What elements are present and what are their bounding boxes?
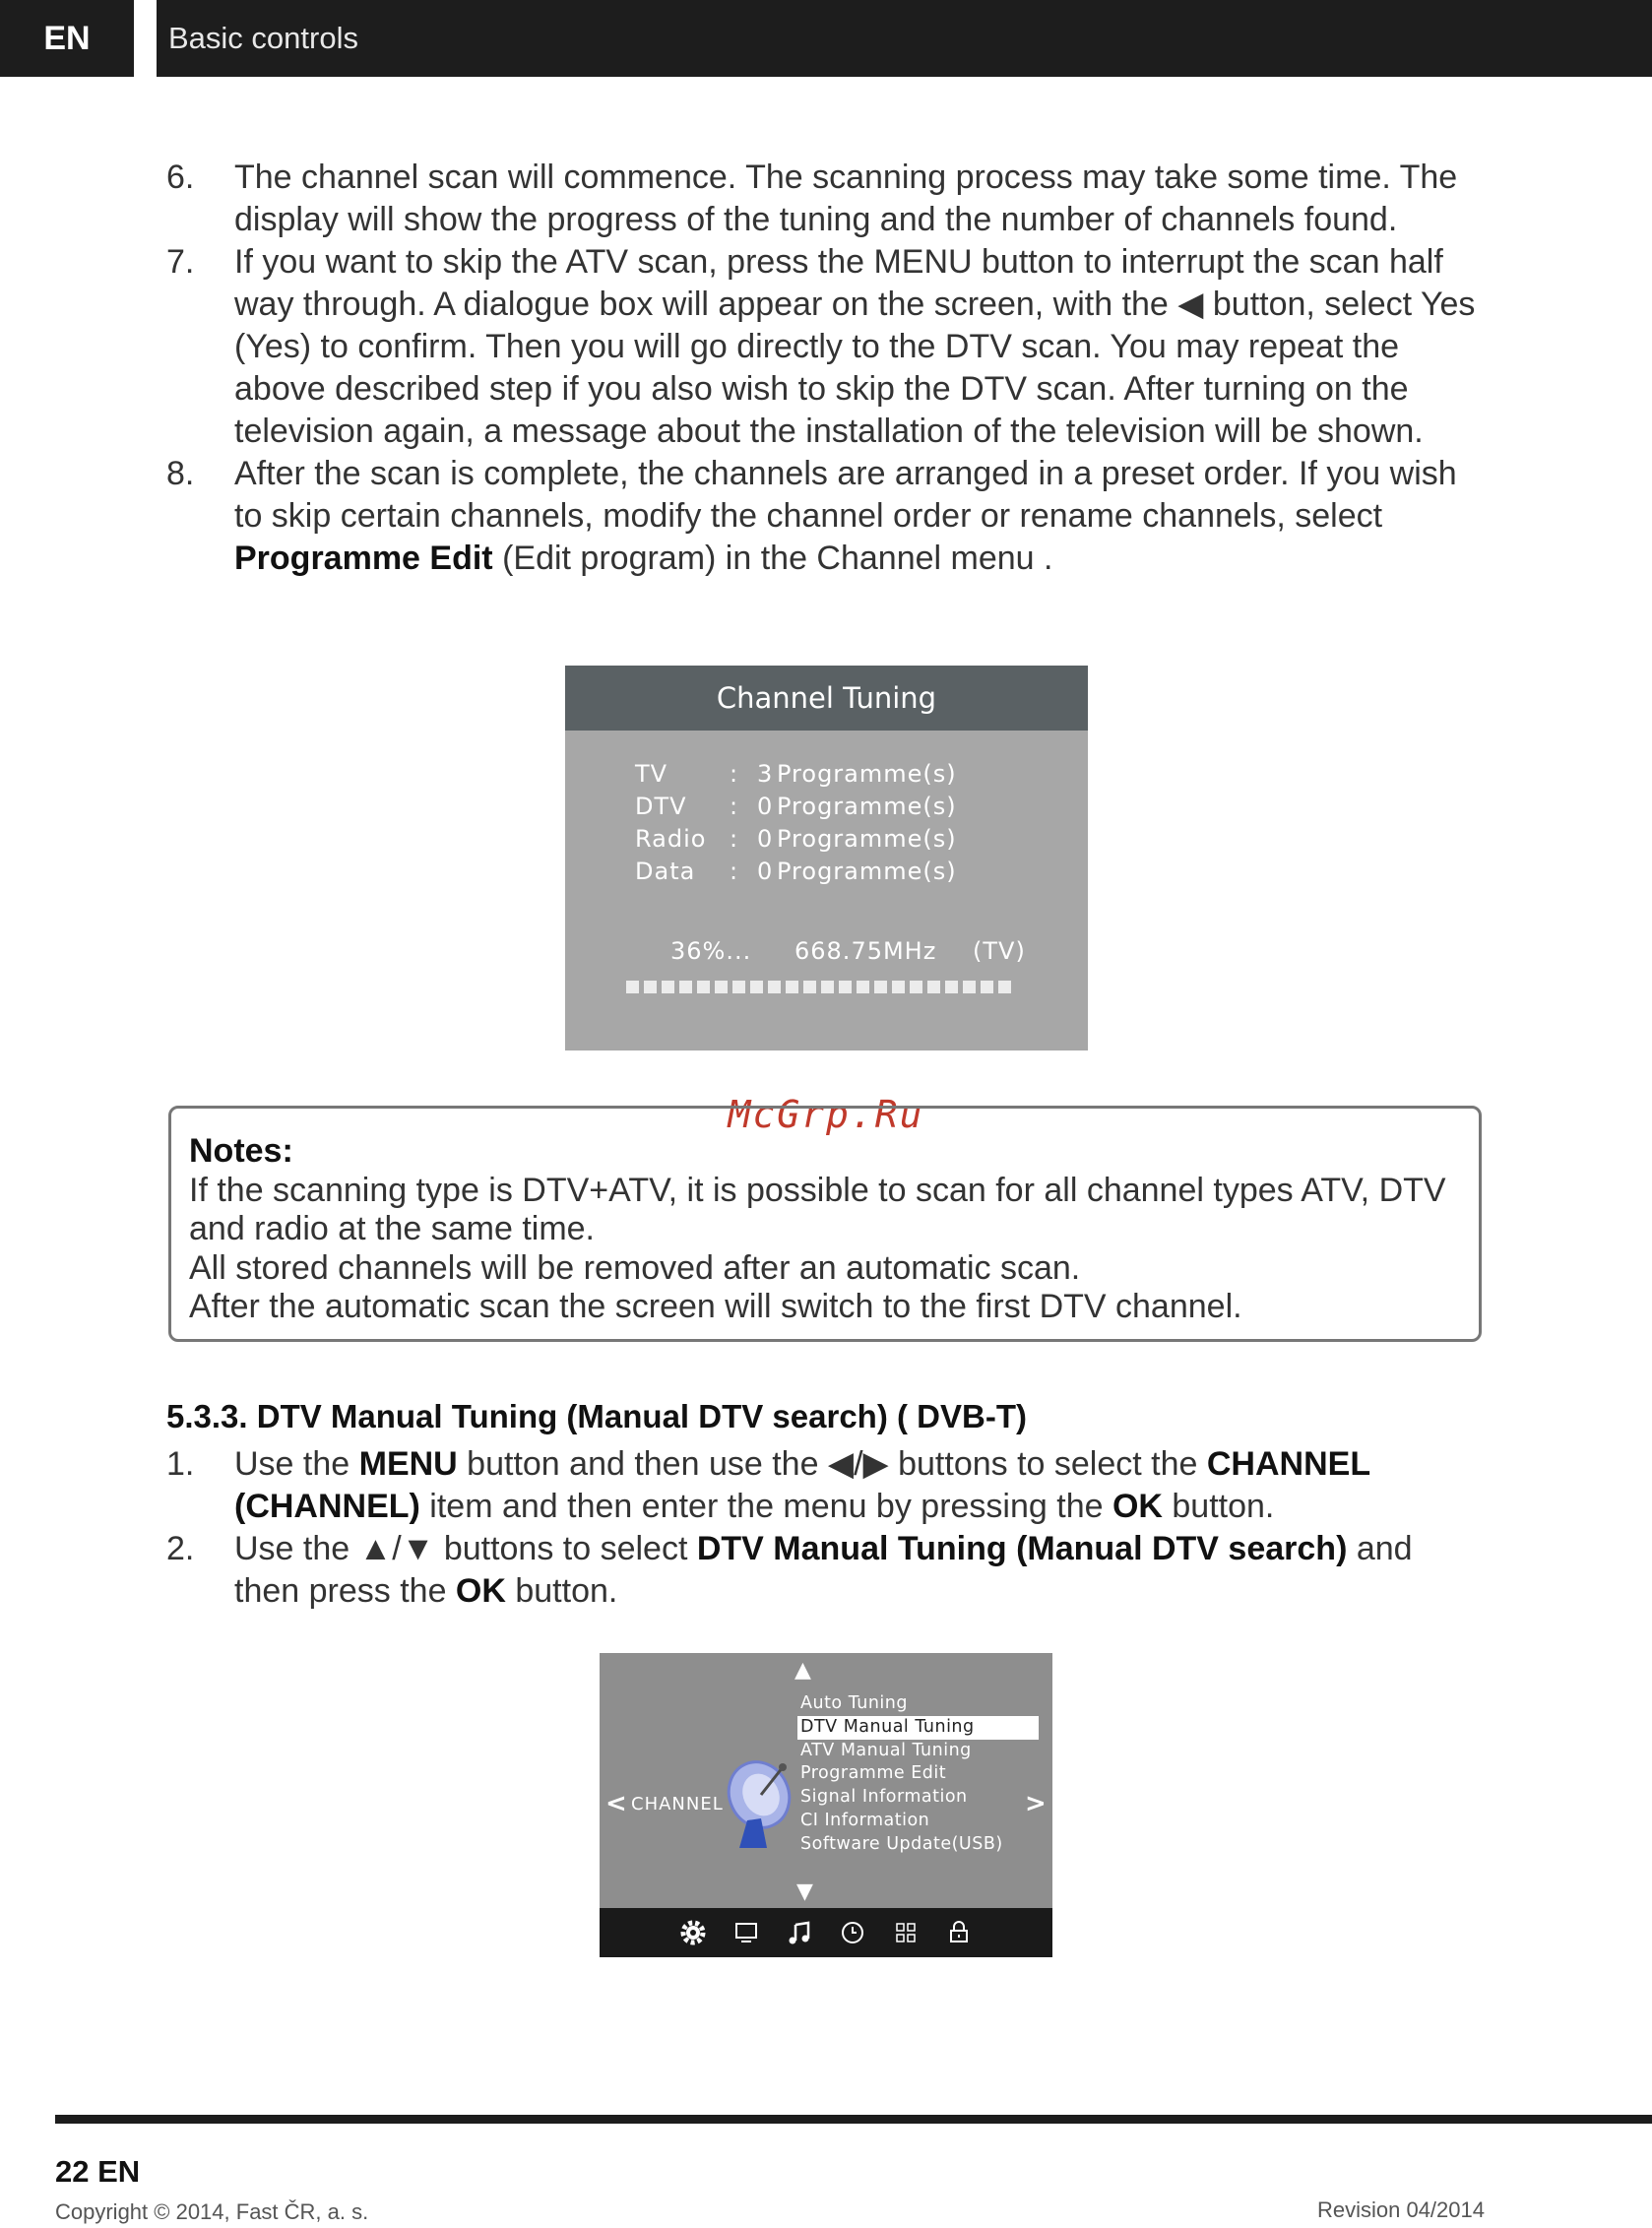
step-text-bold: DTV Manual Tuning (Manual DTV search) (696, 1530, 1348, 1567)
step-text: The channel scan will commence. The scanning process may take some time. The display will show the progress of the tuning and the number of channels found. (234, 159, 1458, 238)
menu-item[interactable]: Auto Tuning (800, 1693, 908, 1713)
header-title: Basic controls (168, 21, 358, 55)
grid-icon[interactable] (890, 1917, 921, 1948)
notes-line: All stored channels will be removed after an automatic scan. (189, 1248, 1081, 1287)
satellite-dish-icon (726, 1757, 796, 1852)
step-text-pre: After the scan is complete, the channels are arranged in a preset order. If you wish to skip certain channels, modify the channel order or rename channels, select (234, 455, 1457, 535)
menu-item[interactable]: CI Information (800, 1810, 930, 1830)
progress-block (662, 981, 674, 993)
list-item (166, 1443, 1486, 1528)
steps-list-manual-tuning (166, 1443, 1486, 1613)
menu-item[interactable]: DTV Manual Tuning (797, 1716, 1039, 1740)
tuning-row-sep: : (730, 858, 739, 885)
list-item (166, 453, 1486, 580)
menu-up-arrow[interactable]: ▲ (794, 1658, 811, 1683)
monitor-icon[interactable] (731, 1917, 762, 1948)
tuning-row-tv (635, 760, 957, 788)
notes-line: After the automatic scan the screen will switch to the first DTV channel. (189, 1288, 1242, 1325)
step-text-bold: OK (1112, 1488, 1163, 1525)
step-text: Use the ▲/▼ buttons to select (234, 1530, 697, 1567)
progress-block (963, 981, 976, 993)
menu-item[interactable]: ATV Manual Tuning (800, 1740, 972, 1760)
step-number: 6. (166, 159, 195, 196)
step-text: button. (1162, 1488, 1275, 1525)
tuning-row-data (635, 858, 957, 885)
step-number: 1. (166, 1445, 195, 1483)
list-item (166, 241, 1486, 453)
menu-bottom-bar (600, 1908, 1052, 1957)
progress-block (892, 981, 905, 993)
header-language-badge: EN (0, 0, 134, 77)
page-number: 22 EN (55, 2154, 141, 2189)
channel-tuning-screen (565, 666, 1088, 1050)
steps-list-scan (166, 157, 1486, 580)
footer-divider (55, 2115, 1652, 2124)
progress-block (697, 981, 710, 993)
tuning-row-label: Radio (635, 825, 707, 853)
progress-block (768, 981, 781, 993)
step-text-bold: MENU (358, 1445, 458, 1483)
menu-item[interactable]: Programme Edit (800, 1763, 947, 1784)
tuning-row-value: 0 (757, 793, 774, 820)
progress-block (874, 981, 887, 993)
step-text: and then press the (234, 1530, 1413, 1610)
tuning-row-value: 3 (757, 760, 774, 788)
progress-block (715, 981, 728, 993)
progress-block (732, 981, 745, 993)
copyright-text: Copyright © 2014, Fast ČR, a. s. (55, 2199, 369, 2224)
gear-icon[interactable] (677, 1917, 709, 1948)
tuning-row-sep: : (730, 825, 739, 853)
menu-down-arrow[interactable]: ▼ (796, 1879, 813, 1904)
notes-line: If the scanning type is DTV+ATV, it is possible to scan for all channel types ATV, DTV and radio at the same time. (189, 1171, 1446, 1247)
step-text: Use the (234, 1445, 359, 1483)
menu-item[interactable]: Signal Information (800, 1787, 968, 1808)
list-item (166, 157, 1486, 241)
tuning-mode: (TV) (973, 937, 1026, 965)
progress-block (821, 981, 834, 993)
revision-text: Revision 04/2014 (1316, 2197, 1485, 2222)
progress-block (927, 981, 940, 993)
tuning-row-label: TV (635, 760, 668, 788)
step-text-post: (Edit program) in the Channel menu . (492, 540, 1053, 577)
step-text: button and then use the ◀/▶ buttons to select the (457, 1445, 1207, 1483)
step-text-bold: Programme Edit (234, 540, 493, 577)
tuning-row-radio (635, 825, 957, 853)
clock-icon[interactable] (837, 1917, 868, 1948)
tuning-row-label: Data (635, 858, 696, 885)
progress-block (786, 981, 798, 993)
header-bar (157, 0, 1652, 77)
tuning-progress-bar (626, 981, 1011, 993)
progress-block (750, 981, 763, 993)
progress-block (679, 981, 692, 993)
step-text: If you want to skip the ATV scan, press the MENU button to interrupt the scan half way through. A dialogue box will appear on the screen, with the ◀ button, select Yes (Yes) to confirm. Then you will go directly to the DTV scan. You may repeat the above described step if you also wish to skip the DTV scan. After turning on the television again, a message about the installation of the television will be shown. (234, 243, 1476, 450)
list-item (166, 1528, 1486, 1613)
tuning-row-unit: Programme(s) (777, 793, 957, 820)
progress-block (626, 981, 639, 993)
music-note-icon[interactable] (784, 1917, 815, 1948)
step-number: 8. (166, 455, 195, 492)
progress-block (839, 981, 852, 993)
notes-box (168, 1106, 1482, 1342)
tuning-row-unit: Programme(s) (777, 825, 957, 853)
tuning-row-sep: : (730, 793, 739, 820)
tuning-percent: 36%... (670, 937, 752, 965)
step-text-bold: CHANNEL (CHANNEL) (234, 1445, 1370, 1525)
progress-block (910, 981, 922, 993)
tuning-row-label: DTV (635, 793, 687, 820)
menu-item[interactable]: Software Update(USB) (800, 1833, 1003, 1854)
step-number: 2. (166, 1530, 195, 1567)
step-number: 7. (166, 243, 195, 281)
progress-block (998, 981, 1011, 993)
tuning-row-unit: Programme(s) (777, 760, 957, 788)
channel-tuning-title: Channel Tuning (565, 666, 1088, 731)
channel-menu-screen (600, 1653, 1052, 1957)
menu-item-list (797, 1692, 1039, 1857)
progress-block (857, 981, 869, 993)
tuning-row-value: 0 (757, 825, 774, 853)
watermark: McGrp.Ru (728, 1093, 924, 1136)
tuning-row-unit: Programme(s) (777, 858, 957, 885)
tuning-row-dtv (635, 793, 957, 820)
step-text-bold: OK (455, 1572, 506, 1610)
progress-block (803, 981, 816, 993)
progress-block (945, 981, 958, 993)
section-heading: 5.3.3. DTV Manual Tuning (Manual DTV search) ( DVB-T) (166, 1398, 1027, 1434)
notes-title: Notes: (189, 1132, 293, 1170)
lock-icon[interactable] (943, 1917, 975, 1948)
menu-category-label: CHANNEL (631, 1794, 724, 1814)
progress-block (981, 981, 993, 993)
tuning-row-sep: : (730, 760, 739, 788)
step-text: item and then enter the menu by pressing the (419, 1488, 1112, 1525)
step-text: button. (505, 1572, 618, 1610)
menu-right-arrow[interactable]: > (1025, 1789, 1047, 1818)
progress-block (644, 981, 657, 993)
tuning-row-value: 0 (757, 858, 774, 885)
menu-left-arrow[interactable]: < (605, 1789, 627, 1818)
tuning-frequency: 668.75MHz (794, 937, 937, 965)
